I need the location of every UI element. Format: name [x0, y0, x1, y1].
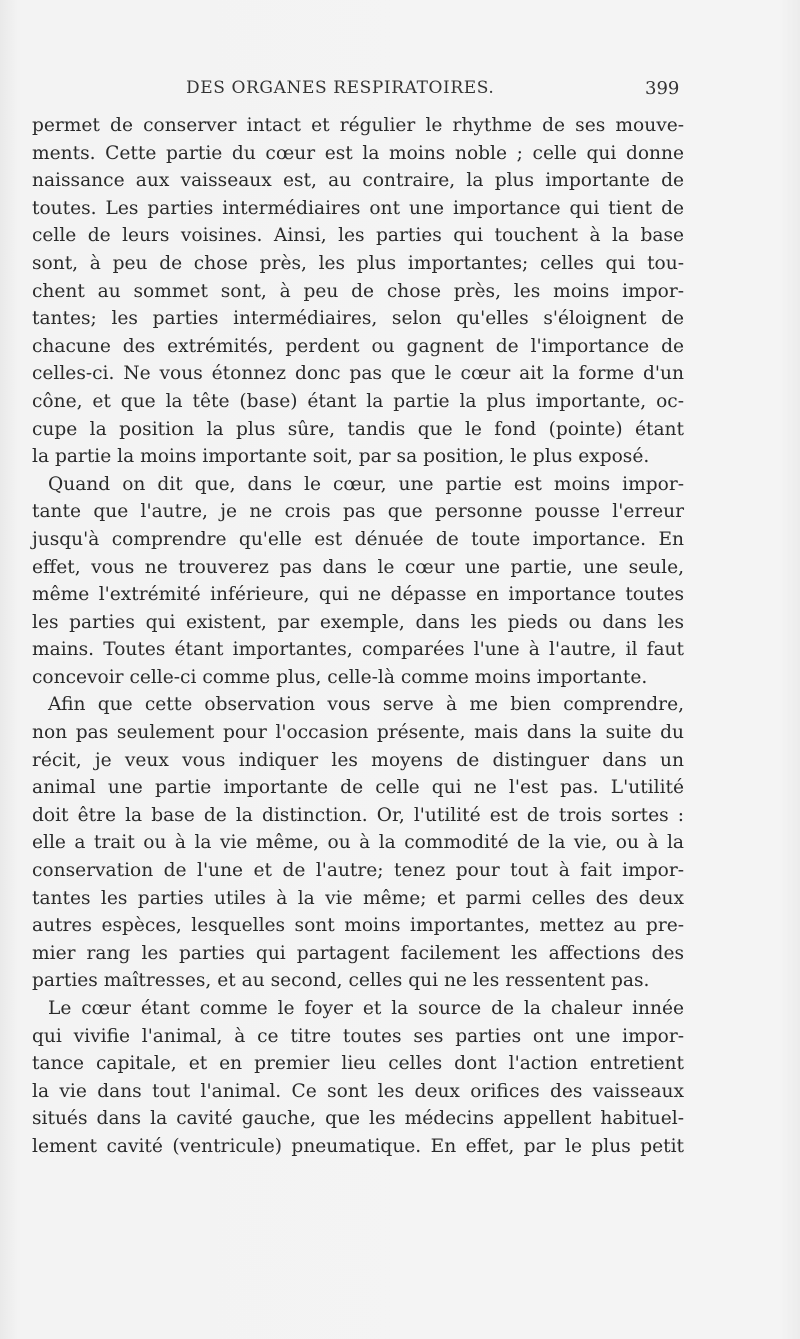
text-line: les parties qui existent, par exemple, dans les pieds ou dans les	[32, 611, 684, 633]
text-line: même l'extrémité inférieure, qui ne dépasse en importance toutes	[32, 584, 684, 606]
text-line: cône, et que la tête (base) étant la partie la plus importante, oc-	[32, 390, 684, 412]
text-line: la partie la moins importante soit, par sa position, le plus exposé.	[32, 446, 650, 468]
text-line: qui vivifie l'animal, à ce titre toutes ses parties ont une impor-	[32, 1025, 684, 1047]
text-line: chent au sommet sont, à peu de chose près, les moins impor-	[32, 280, 684, 302]
text-line: mier rang les parties qui partagent facilement les affections des	[32, 942, 684, 964]
text-line: lement cavité (ventricule) pneumatique. En effet, par le plus petit	[32, 1135, 684, 1157]
text-line: elle a trait ou à la vie même, ou à la commodité de la vie, ou à la	[32, 832, 684, 854]
text-line: effet, vous ne trouverez pas dans le cœur une partie, une seule,	[32, 556, 684, 578]
running-head	[0, 78, 800, 106]
text-line: animal une partie importante de celle qui ne l'est pas. L'utilité	[32, 777, 684, 799]
text-line: celles-ci. Ne vous étonnez donc pas que le cœur ait la forme d'un	[32, 363, 684, 385]
text-line: chacune des extrémités, perdent ou gagnent de l'importance de	[32, 335, 684, 357]
text-line: conservation de l'une et de l'autre; tenez pour tout à fait impor-	[32, 860, 684, 882]
text-line: tantes; les parties intermédiaires, selon qu'elles s'éloignent de	[32, 308, 684, 330]
text-line: naissance aux vaisseaux est, au contraire, la plus importante de	[32, 170, 684, 192]
text-line: toutes. Les parties intermédiaires ont une importance qui tient de	[32, 197, 684, 219]
text-line: situés dans la cavité gauche, que les médecins appellent habituel-	[32, 1108, 684, 1130]
paragraph-start-line: Le cœur étant comme le foyer et la source de la chaleur innée	[48, 998, 684, 1019]
text-line: doit être la base de la distinction. Or, l'utilité est de trois sortes :	[32, 804, 684, 826]
text-line: concevoir celle-ci comme plus, celle-là comme moins importante.	[32, 666, 648, 688]
text-line: permet de conserver intact et régulier le rhythme de ses mouve-	[32, 115, 684, 136]
text-line: parties maîtresses, et au second, celles qui ne les ressentent pas.	[32, 970, 650, 992]
text-line: cupe la position la plus sûre, tandis que le fond (pointe) étant	[32, 418, 684, 440]
paragraph-start-line: Quand on dit que, dans le cœur, une partie est moins impor-	[48, 473, 684, 495]
paragraph-start-line: Afin que cette observation vous serve à me bien comprendre,	[48, 694, 684, 716]
text-line: autres espèces, lesquelles sont moins importantes, mettez au pre-	[32, 915, 684, 937]
text-line: non pas seulement pour l'occasion présente, mais dans la suite du	[32, 722, 684, 744]
text-line: tance capitale, et en premier lieu celles dont l'action entretient	[32, 1053, 684, 1075]
body-text	[32, 112, 684, 1161]
text-line: jusqu'à comprendre qu'elle est dénuée de toute importance. En	[32, 528, 684, 550]
text-line: tantes les parties utiles à la vie même; et parmi celles des deux	[32, 887, 684, 909]
text-line: tante que l'autre, je ne crois pas que personne pousse l'erreur	[32, 501, 684, 523]
text-line: sont, à peu de chose près, les plus importantes; celles qui tou-	[32, 252, 684, 274]
text-line: ments. Cette partie du cœur est la moins noble ; celle qui donne	[32, 142, 684, 164]
text-line: mains. Toutes étant importantes, comparées l'une à l'autre, il faut	[32, 639, 684, 661]
page-number: 399	[645, 78, 680, 99]
running-title: DES ORGANES RESPIRATOIRES.	[186, 78, 495, 98]
text-line: la vie dans tout l'animal. Ce sont les deux orifices des vaisseaux	[32, 1080, 684, 1102]
text-line: récit, je veux vous indiquer les moyens de distinguer dans un	[32, 749, 684, 771]
text-line: celle de leurs voisines. Ainsi, les parties qui touchent à la base	[32, 225, 684, 247]
